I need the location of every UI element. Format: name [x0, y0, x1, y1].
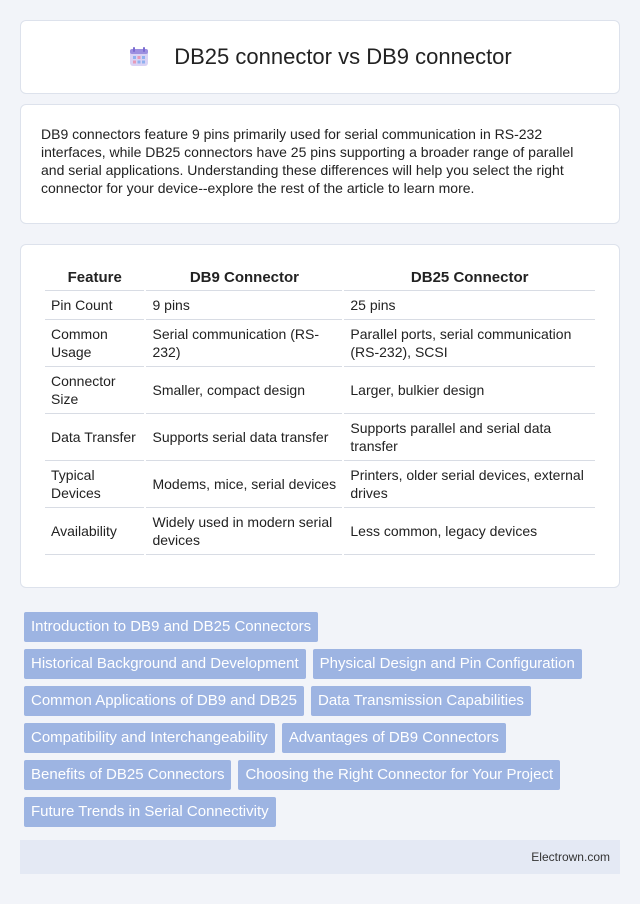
- table-row: [45, 461, 595, 508]
- table-row: [45, 414, 595, 461]
- table-cell: Parallel ports, serial communication (RS-232), SCSI: [344, 320, 595, 367]
- table-cell: Smaller, compact design: [146, 367, 342, 414]
- table-cell: Supports parallel and serial data transfer: [344, 414, 595, 461]
- tag-link[interactable]: Data Transmission Capabilities: [311, 686, 531, 716]
- table-row: [45, 320, 595, 367]
- tag-link[interactable]: Introduction to DB9 and DB25 Connectors: [24, 612, 318, 642]
- table-cell: Data Transfer: [45, 414, 144, 461]
- table-cell: Larger, bulkier design: [344, 367, 595, 414]
- table-cell: 25 pins: [344, 291, 595, 320]
- intro-card: [20, 104, 620, 224]
- table-cell: Modems, mice, serial devices: [146, 461, 342, 508]
- tag-link[interactable]: Advantages of DB9 Connectors: [282, 723, 506, 753]
- table-cell: Typical Devices: [45, 461, 144, 508]
- tag-link[interactable]: Future Trends in Serial Connectivity: [24, 797, 276, 827]
- calendar-icon: [128, 46, 150, 68]
- table-row: [45, 367, 595, 414]
- table-row: [45, 508, 595, 555]
- table-cell: 9 pins: [146, 291, 342, 320]
- table-cell: Supports serial data transfer: [146, 414, 342, 461]
- intro-text: DB9 connectors feature 9 pins primarily used for serial communication in RS-232 interfaces, while DB25 connectors have 25 pins supporting a broader range of parallel and serial applications. Understanding these differences will help you select the right connector for your device--explore the rest of the article to learn more.: [41, 126, 574, 196]
- table-cell: Availability: [45, 508, 144, 555]
- page-title: DB25 connector vs DB9 connector: [174, 44, 512, 69]
- table-cell: Common Usage: [45, 320, 144, 367]
- topic-tags: [24, 612, 624, 834]
- footer-brand: Electrown.com: [531, 850, 610, 864]
- tag-link[interactable]: Physical Design and Pin Configuration: [313, 649, 582, 679]
- table-cell: Printers, older serial devices, external drives: [344, 461, 595, 508]
- column-header: DB25 Connector: [344, 264, 595, 291]
- column-header: Feature: [45, 264, 144, 291]
- footer: [20, 840, 620, 874]
- tag-link[interactable]: Benefits of DB25 Connectors: [24, 760, 231, 790]
- comparison-table: [43, 264, 597, 555]
- comparison-card: [20, 244, 620, 588]
- title-card: [20, 20, 620, 94]
- table-cell: Pin Count: [45, 291, 144, 320]
- tag-link[interactable]: Compatibility and Interchangeability: [24, 723, 275, 753]
- table-cell: Connector Size: [45, 367, 144, 414]
- tag-link[interactable]: Historical Background and Development: [24, 649, 306, 679]
- column-header: DB9 Connector: [146, 264, 342, 291]
- table-cell: Widely used in modern serial devices: [146, 508, 342, 555]
- tag-link[interactable]: Choosing the Right Connector for Your Project: [238, 760, 560, 790]
- table-cell: Less common, legacy devices: [344, 508, 595, 555]
- table-header-row: [45, 264, 595, 291]
- tag-link[interactable]: Common Applications of DB9 and DB25: [24, 686, 304, 716]
- table-row: [45, 291, 595, 320]
- table-cell: Serial communication (RS-232): [146, 320, 342, 367]
